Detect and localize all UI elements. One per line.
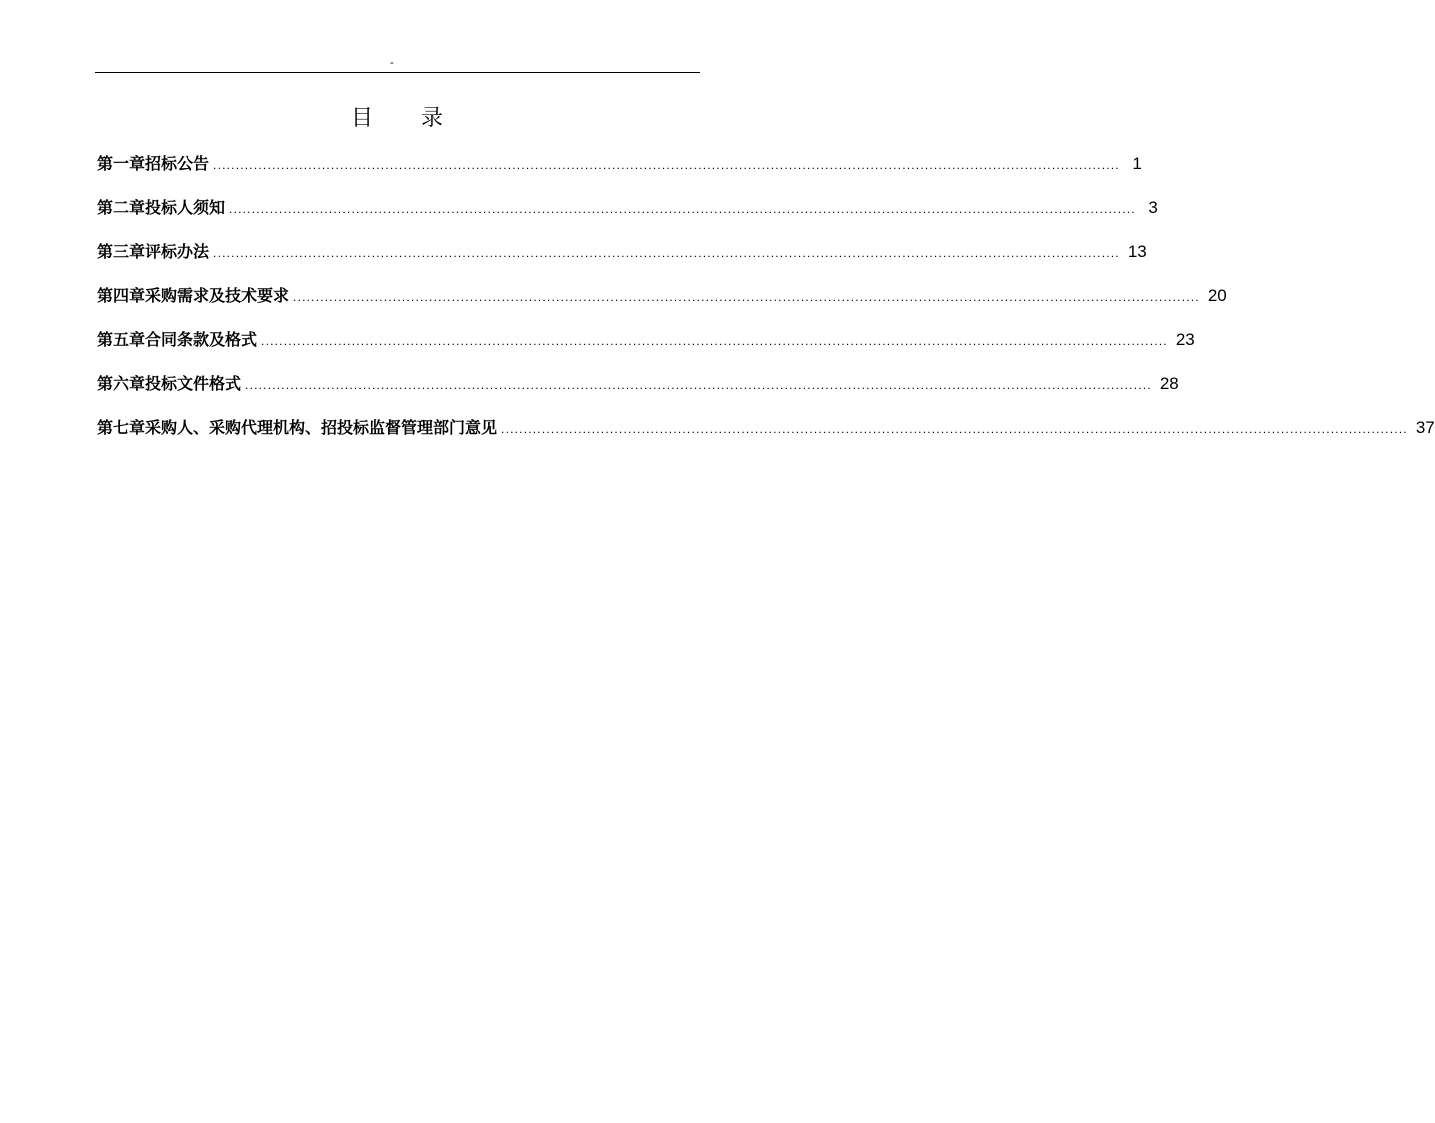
toc-title-left: 目 <box>350 106 373 131</box>
toc-leader-dots: ........................................................................................................................................................................................................ <box>245 378 1152 392</box>
toc-leader-dots: ........................................................................................................................................................................................................ <box>213 246 1120 260</box>
toc-page-number: 28 <box>1159 374 1179 393</box>
toc-entry-2[interactable] <box>97 194 1158 238</box>
toc-entry-5[interactable] <box>97 326 1195 370</box>
toc-leader-dots: ........................................................................................................................................................................................................ <box>229 202 1136 216</box>
toc-entry-name: 投标文件格式 <box>145 374 242 393</box>
toc-chapter: 第二章 <box>97 198 146 217</box>
toc-chapter: 第七章 <box>97 418 146 437</box>
toc-entry-7[interactable] <box>97 414 1435 458</box>
toc-entry-name: 合同条款及格式 <box>145 330 258 349</box>
toc-title-right: 录 <box>421 106 444 131</box>
toc-chapter: 第六章 <box>97 374 146 393</box>
toc-page-number: 13 <box>1127 242 1147 261</box>
toc-entry-4[interactable] <box>97 282 1227 326</box>
toc-page-number: 20 <box>1207 286 1227 305</box>
toc-leader-dots: ........................................................................................................................................................................................................ <box>501 422 1408 436</box>
toc-page-number: 37 <box>1415 418 1435 437</box>
toc-entry-name: 采购人、采购代理机构、招投标监督管理部门意见 <box>145 418 498 437</box>
toc-leader-dots: ........................................................................................................................................................................................................ <box>213 158 1120 172</box>
toc-chapter: 第三章 <box>97 242 146 261</box>
toc-entry-name: 投标人须知 <box>145 198 226 217</box>
toc-leader-dots: ........................................................................................................................................................................................................ <box>261 334 1168 348</box>
toc-page-number: 23 <box>1175 330 1195 349</box>
header-rule <box>95 72 700 73</box>
toc-entry-name: 采购需求及技术要求 <box>145 286 290 305</box>
toc-entry-6[interactable] <box>97 370 1179 414</box>
toc-leader-dots: ........................................................................................................................................................................................................ <box>293 290 1200 304</box>
toc-title <box>0 104 794 134</box>
toc-chapter: 第四章 <box>97 286 146 305</box>
toc-page-number: 1 <box>1132 154 1142 173</box>
toc-entry-name: 招标公告 <box>145 154 210 173</box>
header-mark: - <box>390 57 394 69</box>
toc-chapter: 第一章 <box>97 154 146 173</box>
table-of-contents <box>97 150 1435 458</box>
toc-entry-3[interactable] <box>97 238 1147 282</box>
toc-chapter: 第五章 <box>97 330 146 349</box>
toc-page-number: 3 <box>1148 198 1158 217</box>
toc-entry-name: 评标办法 <box>145 242 210 261</box>
toc-entry-1[interactable] <box>97 150 1142 194</box>
